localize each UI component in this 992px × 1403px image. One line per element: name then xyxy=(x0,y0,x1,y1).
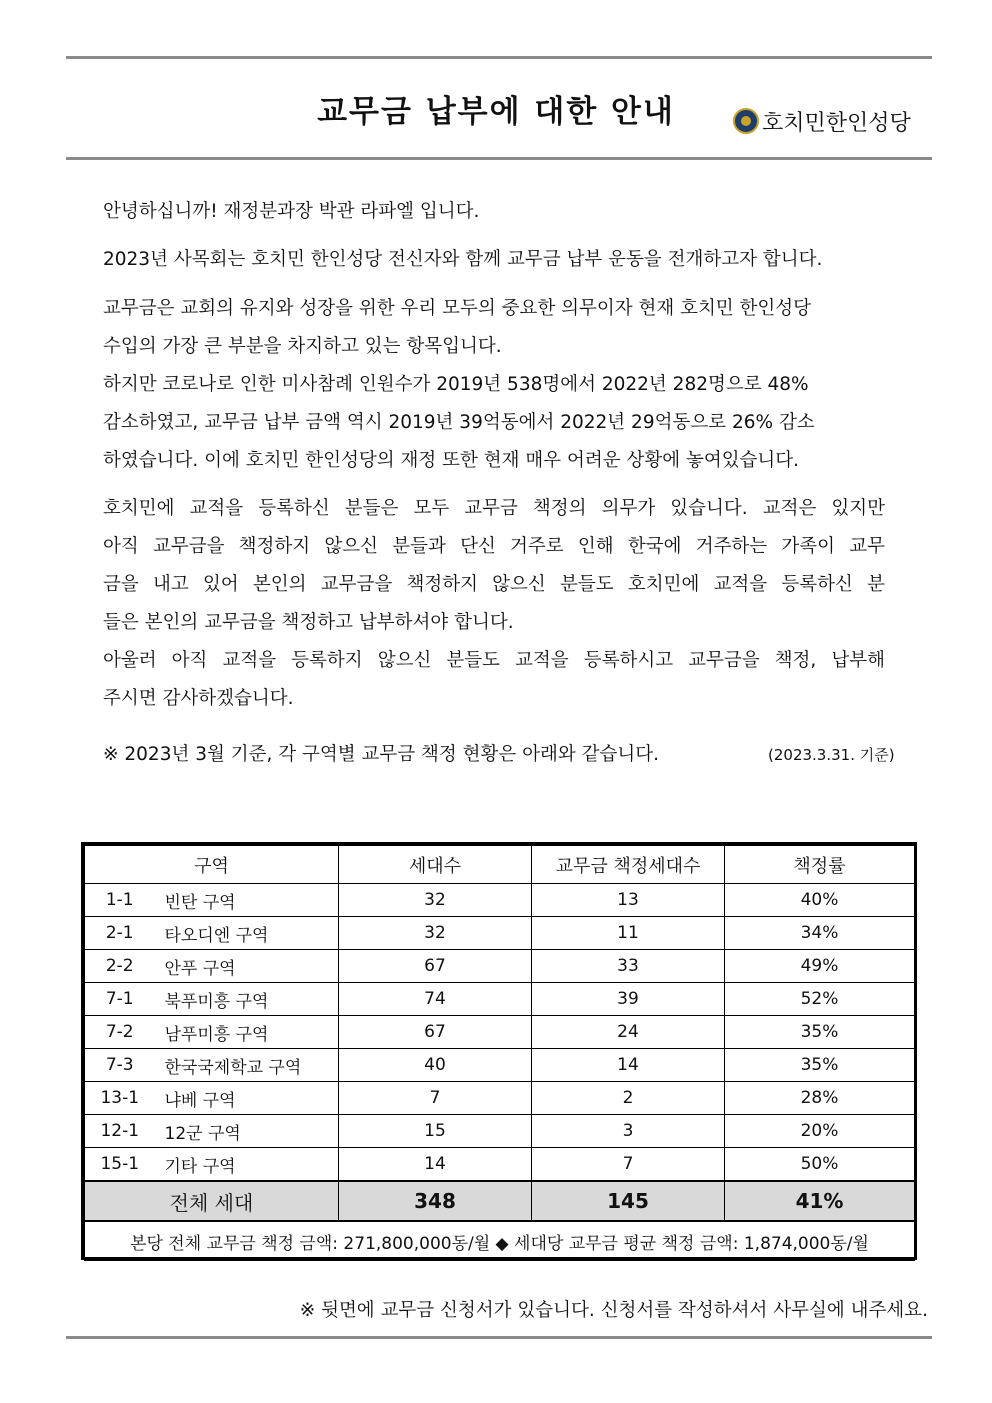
table-row xyxy=(85,1016,915,1049)
households-cell: 32 xyxy=(339,917,532,950)
district-code: 7-1 xyxy=(85,983,155,1016)
households-cell: 67 xyxy=(339,1016,532,1049)
summary-row xyxy=(85,1221,915,1261)
district-name: 기타 구역 xyxy=(155,1148,339,1182)
district-name: 12군 구역 xyxy=(155,1115,339,1148)
rate-cell: 28% xyxy=(725,1082,915,1115)
district-name: 빈탄 구역 xyxy=(155,884,339,917)
district-code: 12-1 xyxy=(85,1115,155,1148)
obligation-line: 주시면 감사하겠습니다. xyxy=(103,688,294,709)
district-code: 1-1 xyxy=(85,884,155,917)
reference-date: (2023.3.31. 기준) xyxy=(768,746,895,764)
assessed-cell: 24 xyxy=(532,1016,725,1049)
importance-line: 감소하였고, 교무금 납부 금액 역시 2019년 39억동에서 2022년 29억동으로 26% 감소 xyxy=(103,412,815,433)
households-cell: 67 xyxy=(339,950,532,983)
assessed-cell: 7 xyxy=(532,1148,725,1182)
top-divider xyxy=(66,56,932,59)
header-assessed: 교무금 책정세대수 xyxy=(532,846,725,884)
obligation-line: 아직 교무금을 책정하지 않으신 분들과 단신 거주로 인해 한국에 거주하는 가족이 교무 xyxy=(103,536,885,557)
district-name: 남푸미흥 구역 xyxy=(155,1016,339,1049)
table-row xyxy=(85,917,915,950)
church-emblem-icon xyxy=(733,108,759,134)
importance-line: 하였습니다. 이에 호치민 한인성당의 재정 또한 현재 매우 어려운 상황에 놓여있습니다. xyxy=(103,450,800,471)
table-note: ※ 2023년 3월 기준, 각 구역별 교무금 책정 현황은 아래와 같습니다. xyxy=(103,744,659,765)
total-row xyxy=(85,1181,915,1221)
district-name: 한국국제학교 구역 xyxy=(155,1049,339,1082)
page-title: 교무금 납부에 대한 안내 xyxy=(317,94,675,130)
rate-cell: 20% xyxy=(725,1115,915,1148)
assessed-cell: 14 xyxy=(532,1049,725,1082)
assessed-cell: 13 xyxy=(532,884,725,917)
greeting-text: 안녕하십니까! 재정분과장 박관 라파엘 입니다. xyxy=(103,201,480,222)
importance-line: 교무금은 교회의 유지와 성장을 위한 우리 모두의 중요한 의무이자 현재 호치민 한인성당 xyxy=(103,298,812,319)
rate-cell: 40% xyxy=(725,884,915,917)
total-label: 전체 세대 xyxy=(85,1181,339,1221)
rate-cell: 52% xyxy=(725,983,915,1016)
table-row xyxy=(85,1082,915,1115)
header-district: 구역 xyxy=(85,846,339,884)
assessed-cell: 2 xyxy=(532,1082,725,1115)
footer-note: ※ 뒷면에 교무금 신청서가 있습니다. 신청서를 작성하셔서 사무실에 내주세요. xyxy=(299,1300,928,1321)
assessed-cell: 39 xyxy=(532,983,725,1016)
table-row xyxy=(85,1049,915,1082)
district-code: 7-2 xyxy=(85,1016,155,1049)
households-cell: 15 xyxy=(339,1115,532,1148)
rate-cell: 49% xyxy=(725,950,915,983)
district-name: 타오디엔 구역 xyxy=(155,917,339,950)
district-code: 15-1 xyxy=(85,1148,155,1182)
district-name: 북푸미흥 구역 xyxy=(155,983,339,1016)
assessed-cell: 3 xyxy=(532,1115,725,1148)
households-cell: 74 xyxy=(339,983,532,1016)
rate-cell: 34% xyxy=(725,917,915,950)
rate-cell: 35% xyxy=(725,1049,915,1082)
households-cell: 14 xyxy=(339,1148,532,1182)
table-row xyxy=(85,1115,915,1148)
obligation-line: 들은 본인의 교무금을 책정하고 납부하셔야 합니다. xyxy=(103,612,514,633)
importance-line: 하지만 코로나로 인한 미사참례 인원수가 2019년 538명에서 2022년 282명으로 48% xyxy=(103,374,809,395)
district-name: 안푸 구역 xyxy=(155,950,339,983)
district-code: 2-2 xyxy=(85,950,155,983)
total-assessed: 145 xyxy=(532,1181,725,1221)
header-divider xyxy=(66,157,932,160)
rate-cell: 35% xyxy=(725,1016,915,1049)
header-households: 세대수 xyxy=(339,846,532,884)
obligation-line: 아울러 아직 교적을 등록하지 않으신 분들도 교적을 등록하시고 교무금을 책정, 납부해 xyxy=(103,650,885,671)
total-households: 348 xyxy=(339,1181,532,1221)
header-rate: 책정률 xyxy=(725,846,915,884)
assessment-table xyxy=(81,842,917,1260)
intro-text: 2023년 사목회는 호치민 한인성당 전신자와 함께 교무금 납부 운동을 전개하고자 합니다. xyxy=(103,249,823,270)
households-cell: 40 xyxy=(339,1049,532,1082)
table-row xyxy=(85,950,915,983)
total-rate: 41% xyxy=(725,1181,915,1221)
rate-cell: 50% xyxy=(725,1148,915,1182)
table-row xyxy=(85,884,915,917)
table-header-row xyxy=(85,846,915,884)
obligation-line: 금을 내고 있어 본인의 교무금을 책정하지 않으신 분들도 호치민에 교적을 등록하신 분 xyxy=(103,574,885,595)
table-row xyxy=(85,983,915,1016)
table-row xyxy=(85,1148,915,1182)
households-cell: 7 xyxy=(339,1082,532,1115)
district-code: 7-3 xyxy=(85,1049,155,1082)
importance-line: 수입의 가장 큰 부분을 차지하고 있는 항목입니다. xyxy=(103,336,502,357)
district-code: 2-1 xyxy=(85,917,155,950)
assessed-cell: 11 xyxy=(532,917,725,950)
district-name: 냐베 구역 xyxy=(155,1082,339,1115)
households-cell: 32 xyxy=(339,884,532,917)
assessment-summary: 본당 전체 교무금 책정 금액: 271,800,000동/월 ◆ 세대당 교무금 평균 책정 금액: 1,874,000동/월 xyxy=(85,1221,915,1261)
assessed-cell: 33 xyxy=(532,950,725,983)
church-logo xyxy=(733,106,911,136)
obligation-line: 호치민에 교적을 등록하신 분들은 모두 교무금 책정의 의무가 있습니다. 교적은 있지만 xyxy=(103,498,885,519)
church-name: 호치민한인성당 xyxy=(762,110,911,136)
bottom-divider xyxy=(66,1336,932,1339)
district-code: 13-1 xyxy=(85,1082,155,1115)
